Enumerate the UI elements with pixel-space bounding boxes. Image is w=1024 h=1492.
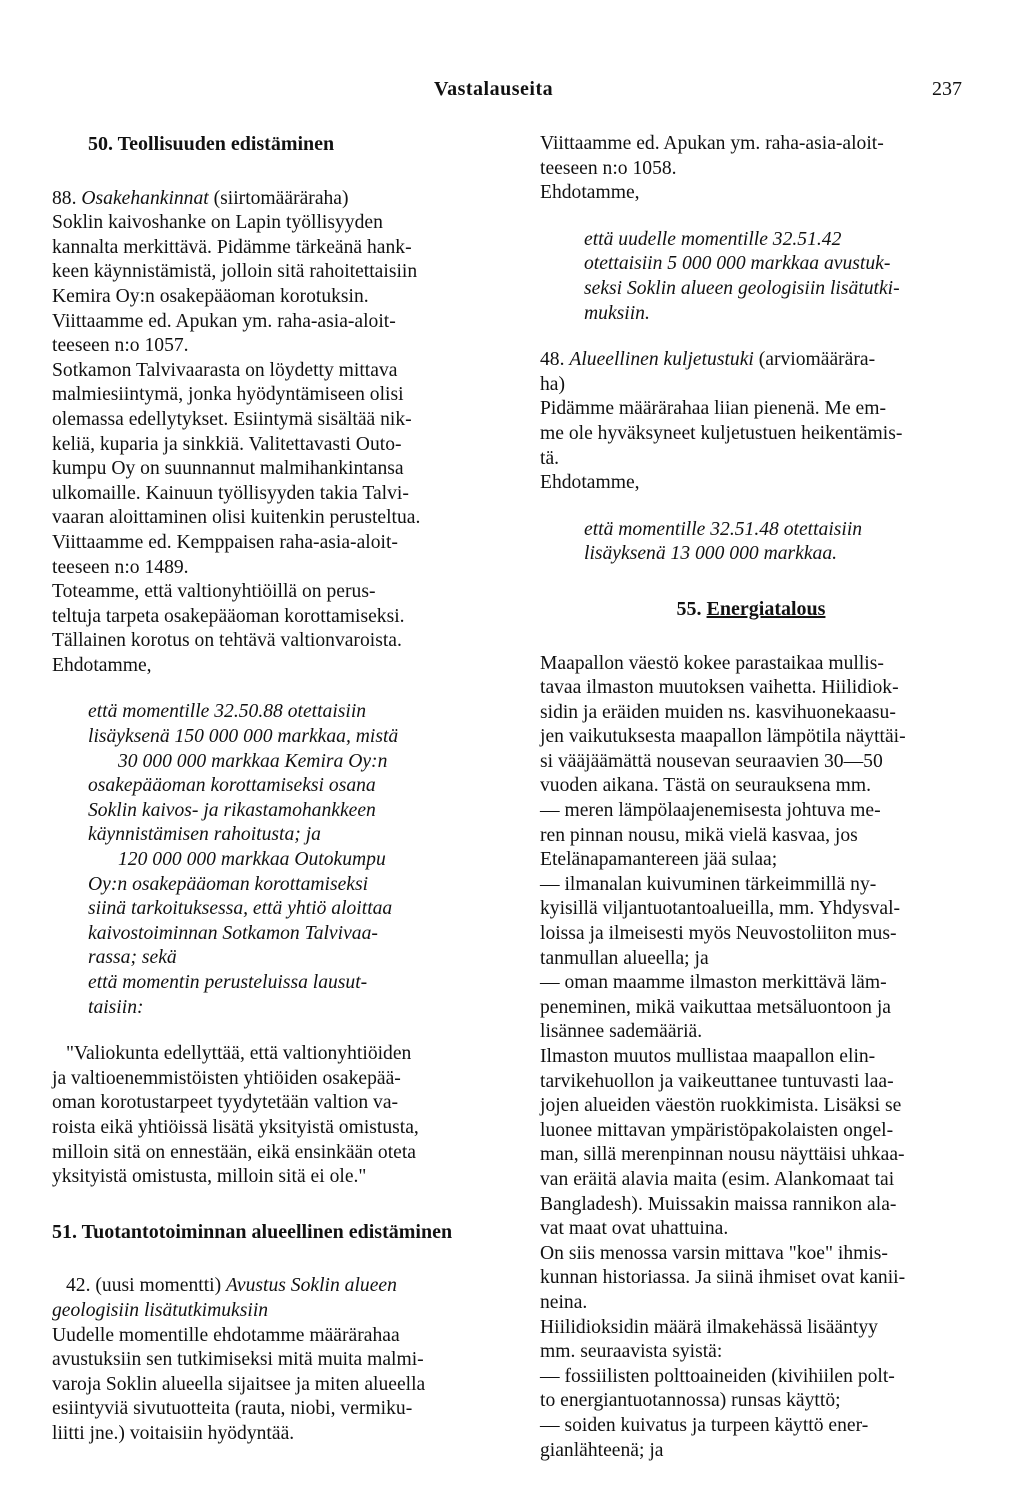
line: ha): [540, 373, 566, 395]
line: Viittaamme ed. Apukan ym. raha-asia-aloit-: [540, 133, 884, 154]
line: Hiilidioksidin määrä ilmakehässä lisääntyy: [540, 1316, 878, 1338]
line: Tällainen korotus on tehtävä valtionvaroista.: [52, 630, 402, 652]
proposal-block: että momentille 32.51.48 otettaisiin lisäyksenä 13 000 000 markkaa.: [584, 518, 863, 565]
line: teltuja tarpeta osakepääoman korottamiseksi.: [52, 605, 405, 627]
line: Kemira Oy:n osakepääoman korotuksin.: [52, 285, 369, 307]
line: liitti jne.) voitaisiin hyödyntää.: [52, 1422, 295, 1444]
line: esiintyviä sivutuotteita (rauta, niobi, vermiku-: [52, 1398, 413, 1420]
line: gianlähteenä; ja: [540, 1439, 664, 1461]
line: ulkomaille. Kainuun työllisyyden takia Talvi-: [52, 482, 409, 504]
quote-line: yksityistä omistusta, milloin sitä ei ole.": [52, 1166, 367, 1188]
line: avustuksiin sen tutkimiseksi mitä muita malmi-: [52, 1349, 424, 1371]
quote-line: oman korotustarpeet tyydytetään valtion va-: [52, 1092, 399, 1114]
line: Toteamme, että valtionyhtiöillä on perus-: [52, 581, 376, 603]
line: — meren lämpölaajenemisesta johtuva me-: [540, 800, 881, 822]
line: On siis menossa varsin mittava "koe" ihmis-: [540, 1242, 888, 1264]
line: tavaa ilmaston muutoksen vaihetta. Hiilidiok-: [540, 677, 899, 699]
line: teeseen n:o 1058.: [540, 157, 677, 179]
line: to energiantuotannossa) runsas käyttö;: [540, 1390, 841, 1412]
line: kyisillä viljantuotantoalueilla, mm. Yhdysval-: [540, 898, 901, 920]
left-column: [52, 132, 492, 1447]
line: Ehdotamme,: [540, 182, 640, 204]
line: teeseen n:o 1057.: [52, 335, 189, 357]
line: — ilmanalan kuivuminen tärkeimmillä ny-: [540, 873, 877, 895]
line: van eräitä alavia maita (esim. Alankomaat tai: [540, 1168, 895, 1190]
line: Viittaamme ed. Apukan ym. raha-asia-aloit-: [52, 310, 396, 332]
line: man, sillä merenpinnan nousu näyttäisi uhkaa-: [540, 1144, 905, 1166]
line: olemassa edellytykset. Esiintymä sisältää nik-: [52, 408, 412, 430]
line: keliä, kuparia ja sinkkiä. Valitettavasti Outo-: [52, 433, 402, 455]
line: vuoden aikana. Tästä on seurauksena mm.: [540, 775, 871, 797]
line: neina.: [540, 1291, 588, 1313]
line: Sotkamon Talvivaarasta on löydetty mittava: [52, 359, 398, 381]
line: teeseen n:o 1489.: [52, 556, 189, 578]
line: tä.: [540, 447, 560, 469]
proposal-block: että uudelle momentille 32.51.42 otettaisiin 5 000 000 markkaa avustuk- seksi Soklin alueen geologisiin lisätutki- muksiin.: [584, 228, 900, 324]
line: ren pinnan nousu, mikä vielä kasvaa, jos: [540, 824, 858, 846]
line: Ehdotamme,: [52, 654, 152, 676]
right-column: [540, 132, 962, 1463]
line: kumpu Oy on suunnannut malmihankintansa: [52, 458, 404, 480]
item-title: Osakehankinnat: [81, 187, 209, 209]
line: loissa ja ilmeisesti myös Neuvostoliiton mus-: [540, 923, 897, 945]
quote-line: roista eikä yhtiöissä lisätä yksityistä omistusta,: [52, 1116, 419, 1138]
line: Pidämme määrärahaa liian pienenä. Me em-: [540, 398, 886, 420]
line: malmiesiintymä, jonka hyödyntämiseen olisi: [52, 384, 404, 406]
line: — oman maamme ilmaston merkittävä läm-: [540, 972, 887, 994]
line: kunnan historiassa. Ja siinä ihmiset ovat kanii-: [540, 1267, 906, 1289]
line: geologisiin lisätutkimuksiin: [52, 1299, 269, 1321]
line: Soklin kaivoshanke on Lapin työllisyyden: [52, 212, 383, 234]
paragraph: 48. Alueellinen kuljetustuki (arviomäärära-: [540, 349, 876, 371]
quote-line: ja valtioenemmistöisten yhtiöiden osakepää-: [52, 1067, 401, 1089]
line: sidin ja eräiden muiden ns. kasvihuonekaasu-: [540, 701, 896, 723]
paragraph: 42. (uusi momentti) Avustus Soklin alueen: [66, 1275, 397, 1297]
line: mm. seuraavista syistä:: [540, 1341, 723, 1363]
line: jojen alueiden väestön ruokkimista. Lisäksi se: [540, 1095, 902, 1117]
section-heading-51: 51. Tuotantotoiminnan alueellinen edistäminen: [52, 1220, 453, 1243]
line: — fossiilisten polttoaineiden (kivihiilen polt-: [540, 1365, 895, 1387]
line: Bangladesh). Muissakin maissa rannikon ala-: [540, 1193, 897, 1215]
line: Ilmaston muutos mullistaa maapallon elin-: [540, 1046, 876, 1067]
line: varoja Soklin alueella sijaitsee ja miten alueella: [52, 1373, 426, 1395]
quote-line: milloin sitä on ennestään, eikä ensinkään oteta: [52, 1141, 417, 1163]
line: tanmullan alueella; ja: [540, 947, 709, 969]
line: tarvikehuollon ja vaikeuttanee tuntuvasti laa-: [540, 1070, 894, 1092]
line: si vääjäämättä nousevan seuraavien 30—50: [540, 750, 883, 772]
line: Ehdotamme,: [540, 472, 640, 494]
page-number: 237: [932, 78, 962, 100]
running-title: Vastalauseita: [434, 78, 554, 100]
line: jen vaikutuksesta maapallon lämpötila näyttäi-: [540, 726, 906, 748]
paragraph: 88. Osakehankinnat (siirtomääräraha): [52, 187, 349, 209]
line: lisännee sademääriä.: [540, 1021, 703, 1043]
quote-line: "Valiokunta edellyttää, että valtionyhtiöiden: [66, 1043, 412, 1065]
line: Maapallon väestö kokee parastaikaa mullis-: [540, 652, 884, 674]
line: kannalta merkittävä. Pidämme tärkeänä hank-: [52, 236, 412, 258]
line: vaaran aloittaminen olisi kuitenkin perusteltua.: [52, 507, 421, 529]
line: peneminen, mikä vaikuttaa metsäluontoon ja: [540, 996, 891, 1018]
section-heading-50: 50. Teollisuuden edistäminen: [88, 133, 335, 155]
line: Uudelle momentille ehdotamme määrärahaa: [52, 1324, 400, 1346]
line: Etelänapamantereen jää sulaa;: [540, 849, 778, 871]
line: vat maat ovat uhattuina.: [540, 1218, 729, 1240]
line: me ole hyväksyneet kuljetustuen heikentämis-: [540, 422, 903, 444]
page-header: [52, 78, 962, 108]
line: Viittaamme ed. Kemppaisen raha-asia-aloit-: [52, 531, 398, 553]
line: luonee mittavan ympäristöpakolaisten ongel-: [540, 1119, 894, 1141]
line: — soiden kuivatus ja turpeen käyttö ener-: [540, 1414, 869, 1436]
section-heading-55: 55. Energiatalous: [676, 597, 826, 620]
line: keen käynnistämistä, jolloin sitä rahoitettaisiin: [52, 261, 418, 283]
proposal-block: että momentille 32.50.88 otettaisiin lisäyksenä 150 000 000 markkaa, mistä 30 000 000 markkaa Kemira Oy:n osakepääoman korottamiseksi osana Soklin kaivos- ja rikastamohankkeen käynnistämisen rahoitusta; ja 120 000 000 markkaa Outokumpu Oy:n osakepääoman korottamiseksi siinä tarkoituksessa, että yhtiö aloittaa kaivostoiminnan Sotkamon Talvivaa- rassa; sekä että momentin perusteluissa lausut- taisiin:: [88, 701, 399, 1018]
